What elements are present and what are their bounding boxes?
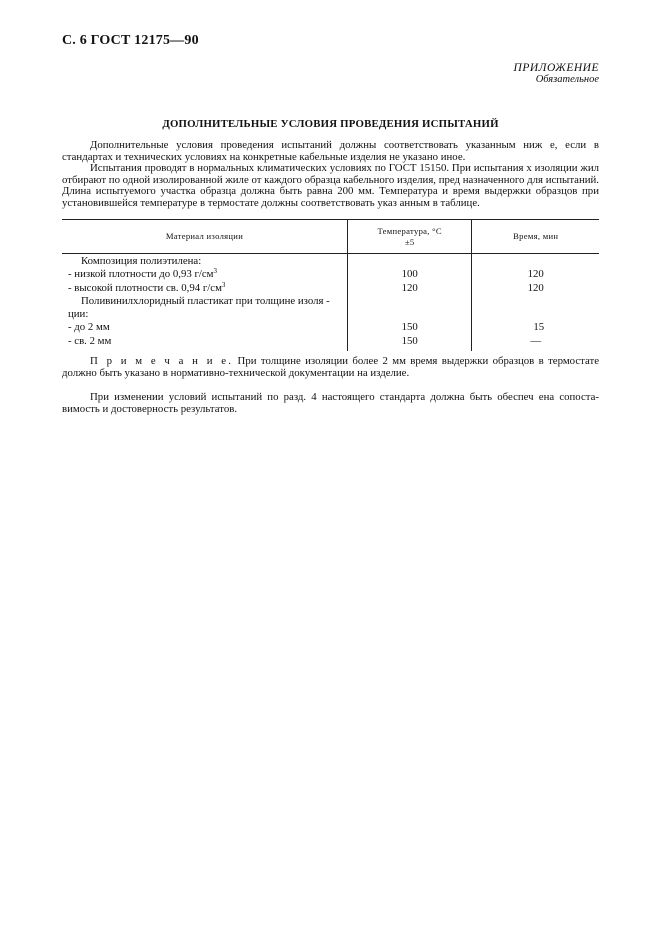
table-row: - св. 2 мм (68, 334, 112, 347)
table-row: Поливинилхлоридный пластикат при толщине изоля - (81, 294, 330, 307)
document-title: ДОПОЛНИТЕЛЬНЫЕ УСЛОВИЯ ПРОВЕДЕНИЯ ИСПЫТАНИЙ (162, 118, 499, 130)
header-time: Время, мин (513, 231, 559, 241)
paragraph-testing: Испытания проводят в нормальных климатических условиях по ГОСТ 15150. При испытания х изоляции жил отбирают по одной изолированной жиле от каждого образца кабельного изделия, пред назначенного для испытаний. Длина испытуемого участка образца должна быть равна 200 мм. Температура и время выдержки образцов при установившейся температуре в термостате должны соответствовать указ анным в таблице. (62, 162, 599, 210)
table-cell (472, 308, 599, 321)
table-row: Композиция полиэтилена: (81, 255, 202, 267)
appendix-status: Обязательное (535, 74, 599, 85)
table-row: - высокой плотности св. 0,94 $г/см^3$ (68, 280, 226, 294)
final-paragraph: При изменении условий испытаний по разд. 4 настоящего стандарта должна быть обеспеч ена сопоста-вимость и достоверность результатов. (62, 391, 599, 415)
note-label: П р и м е ч а н и е. (90, 355, 234, 367)
appendix-block (514, 62, 599, 86)
table-body (62, 254, 599, 351)
table-cell: 150 (401, 334, 418, 347)
paragraph-conditions: Дополнительные условия проведения испытаний должны соответствовать указанным ниж е, если в стандартах и технических условиях на конкретные кабельные изделия не указано иное. (62, 139, 599, 163)
table-row: - до 2 мм (68, 321, 110, 334)
column-material (62, 254, 347, 351)
table-cell (348, 295, 472, 308)
column-time (472, 254, 599, 351)
table-cell: 15 (533, 321, 545, 334)
table-header (62, 220, 599, 254)
table-cell (348, 308, 472, 321)
table-cell: — (530, 334, 542, 347)
table-cell: 150 (401, 321, 418, 334)
header-temperature-tolerance: ±5 (404, 236, 415, 247)
table-row: ции: (68, 308, 89, 321)
table-cell: 120 (527, 281, 544, 294)
table-cell (348, 255, 472, 268)
table-cell: 120 (527, 268, 544, 281)
page-header: С. 6 ГОСТ 12175—90 (62, 33, 199, 48)
header-temperature (347, 220, 473, 253)
appendix-label: ПРИЛОЖЕНИЕ (513, 62, 599, 74)
note-text: При толщине изоляции более 2 мм время выдержки образцов в термостате должно быть указано в нормативно-технической документации на изделие. (62, 355, 599, 379)
table-cell (472, 255, 599, 268)
header-temperature-label: Температура, °С (377, 225, 442, 236)
table-cell: 100 (401, 268, 418, 281)
table-cell: 120 (401, 281, 418, 294)
header-material: Материал изоляции (165, 231, 244, 241)
table-row: - низкой плотности до 0,93 $г/см^3$ (68, 267, 217, 281)
table-note (62, 356, 599, 379)
table-cell (472, 295, 599, 308)
conditions-table (62, 219, 599, 351)
column-temperature (347, 254, 473, 351)
